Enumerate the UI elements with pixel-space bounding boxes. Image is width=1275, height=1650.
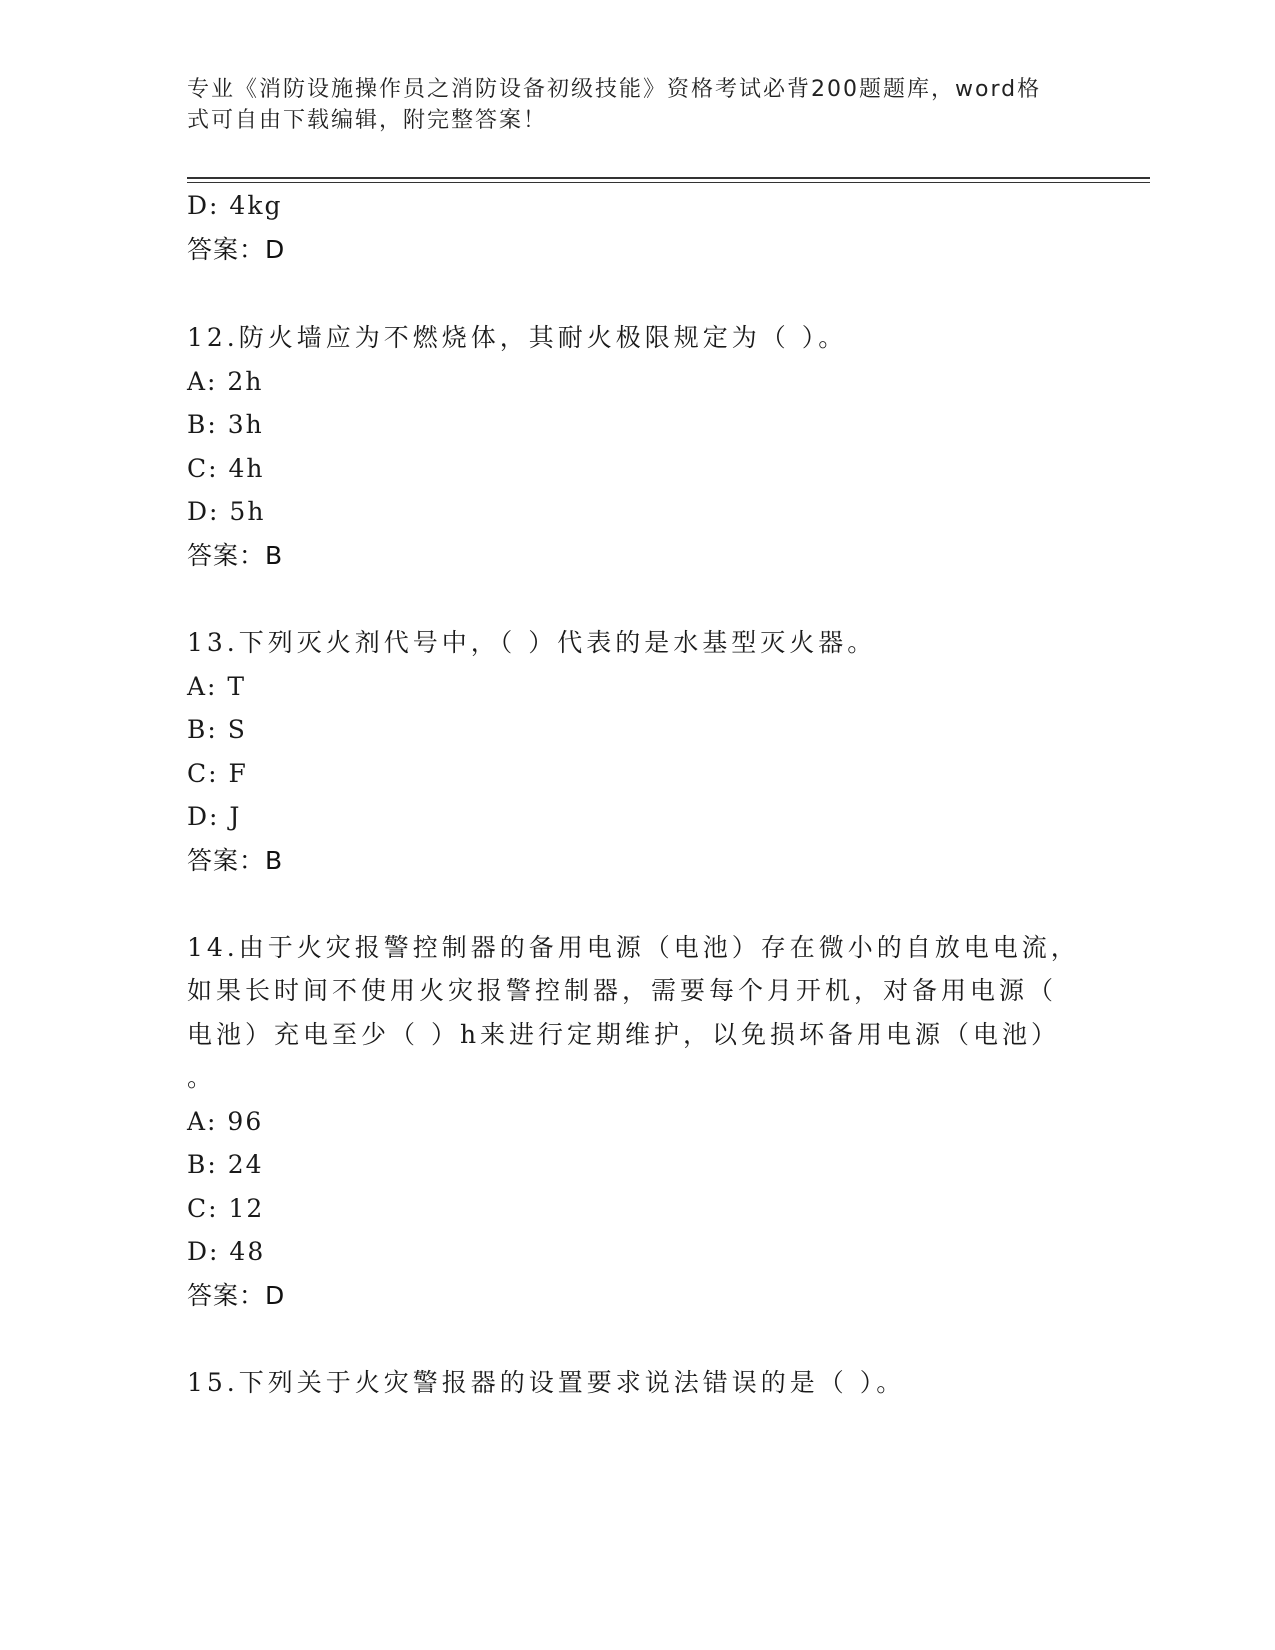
q14-stem-line-1: 14.由于火灾报警控制器的备用电源（电池）存在微小的自放电电流，	[187, 933, 1080, 962]
q14-option-d: D: 48	[187, 1237, 266, 1266]
prev-option-d: D: 4kg	[187, 191, 283, 220]
q13-option-a: A: T	[187, 672, 247, 701]
header-divider-thin	[187, 182, 1150, 183]
q12-stem: 12.防火墙应为不燃烧体，其耐火极限规定为（ ）。	[187, 323, 848, 352]
q13-answer: 答案：B	[187, 846, 284, 875]
q12-option-b: B: 3h	[187, 410, 264, 439]
q15-stem: 15.下列关于火灾警报器的设置要求说法错误的是（ ）。	[187, 1368, 906, 1397]
prev-answer: 答案：D	[187, 235, 286, 264]
header-line-1: 专业《消防设施操作员之消防设备初级技能》资格考试必背200题题库，word格	[187, 77, 1042, 102]
q14-answer: 答案：D	[187, 1281, 286, 1310]
q14-stem-line-4: 。	[187, 1063, 217, 1092]
q14-stem-line-2: 如果长时间不使用火灾报警控制器，需要每个月开机，对备用电源（	[187, 976, 1058, 1005]
q13-option-d: D: J	[187, 802, 242, 831]
q14-option-a: A: 96	[187, 1107, 264, 1136]
q12-option-d: D: 5h	[187, 497, 266, 526]
q13-option-b: B: S	[187, 715, 247, 744]
q13-option-c: C: F	[187, 759, 248, 788]
q13-stem: 13.下列灭火剂代号中，（ ）代表的是水基型灭火器。	[187, 628, 877, 657]
header-line-2: 式可自由下载编辑，附完整答案！	[187, 108, 548, 133]
q12-option-a: A: 2h	[187, 367, 264, 396]
page-header	[187, 74, 1067, 136]
q14-option-c: C: 12	[187, 1194, 265, 1223]
q12-answer: 答案：B	[187, 541, 284, 570]
header-divider-thick	[187, 177, 1150, 179]
q12-option-c: C: 4h	[187, 454, 265, 483]
q14-option-b: B: 24	[187, 1150, 264, 1179]
q14-stem-line-3: 电池）充电至少（ ）h来进行定期维护，以免损坏备用电源（电池）	[187, 1020, 1061, 1049]
